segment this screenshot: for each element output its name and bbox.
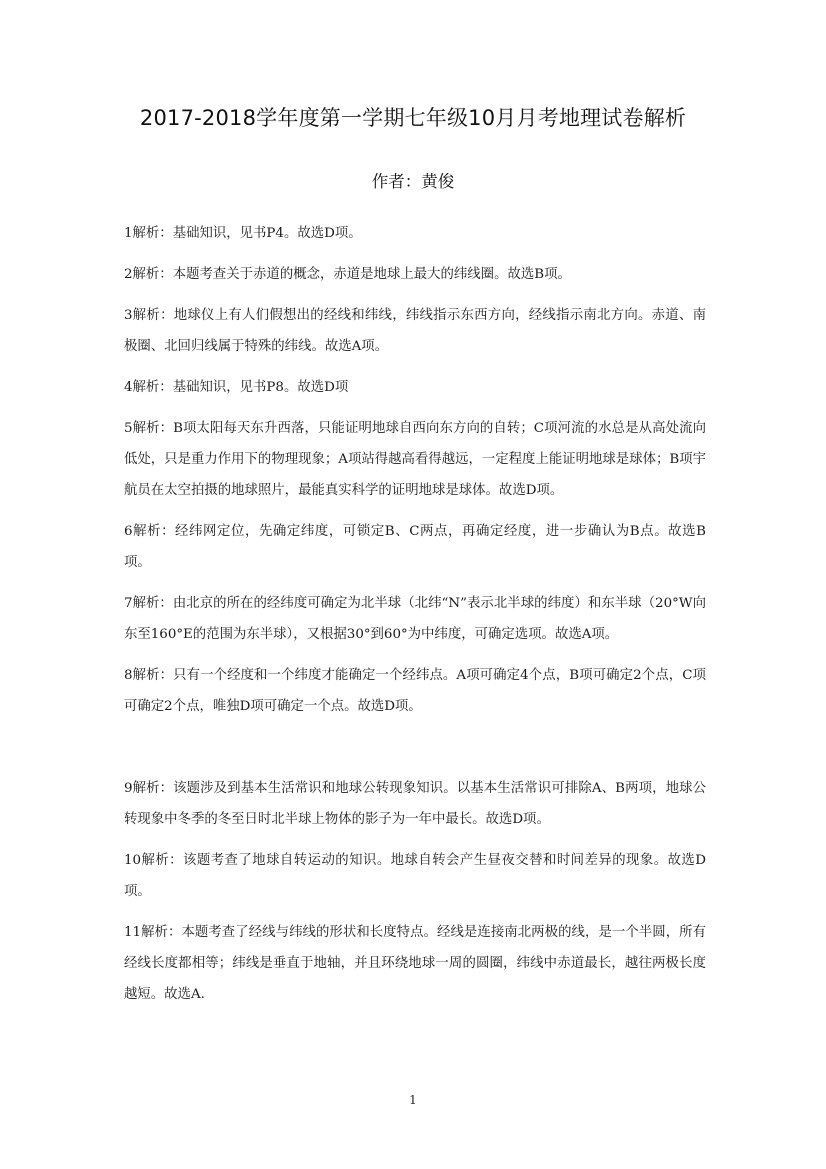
answer-5: 5解析：B项太阳每天东升西落，只能证明地球自西向东方向的自转；C项河流的水总是从高处流向低处，只是重力作用下的物理现象；A项站得越高看得越远，一定程度上能证明地球是球体；B项宇航员在太空拍摄的地球照片，最能真实科学的证明地球是球体。故选D项。 (124, 421, 706, 498)
answer-list (124, 218, 706, 1020)
page-number: 1 (409, 1093, 417, 1107)
answer-9: 9解析：该题涉及到基本生活常识和地球公转现象知识。以基本生活常识可排除A、B两项，地球公转现象中冬季的冬至日时北半球上物体的影子为一年中最长。故选D项。 (124, 781, 706, 827)
answer-1: 1解析：基础知识，见书P4。故选D项。 (124, 226, 362, 241)
answer-10: 10解析：该题考查了地球自转运动的知识。地球自转会产生昼夜交替和时间差异的现象。故选D项。 (124, 853, 706, 899)
answer-4: 4解析：基础知识，见书P8。故选D项 (124, 380, 349, 395)
answer-8: 8解析：只有一个经度和一个纬度才能确定一个经纬点。A项可确定4个点，B项可确定2个点，C项可确定2个点，唯独D项可确定一个点。故选D项。 (124, 668, 706, 714)
answer-3: 3解析：地球仪上有人们假想出的经线和纬线，纬线指示东西方向，经线指示南北方向。赤道、南极圈、北回归线属于特殊的纬线。故选A项。 (124, 308, 706, 354)
answer-11: 11解析：本题考查了经线与纬线的形状和长度特点。经线是连接南北两极的线，是一个半圆，所有经线长度都相等；纬线是垂直于地轴，并且环绕地球一周的圆圈，纬线中赤道最长，越往两极长度越短。故选A. (124, 925, 706, 1002)
answer-6: 6解析：经纬网定位，先确定纬度，可锁定B、C两点，再确定经度，进一步确认为B点。故选B项。 (124, 524, 706, 570)
answer-7: 7解析：由北京的所在的经纬度可确定为北半球（北纬“N”表示北半球的纬度）和东半球（20°W向东至160°E的范围为东半球），又根据30°到60°为中纬度，可确定选项。故选A项。 (124, 596, 706, 642)
page-title: 2017-2018学年度第一学期七年级10月月考地理试卷解析 (139, 106, 687, 130)
author-line: 作者：黄俊 (371, 172, 455, 191)
answer-2: 2解析：本题考查关于赤道的概念，赤道是地球上最大的纬线圈。故选B项。 (124, 267, 571, 282)
